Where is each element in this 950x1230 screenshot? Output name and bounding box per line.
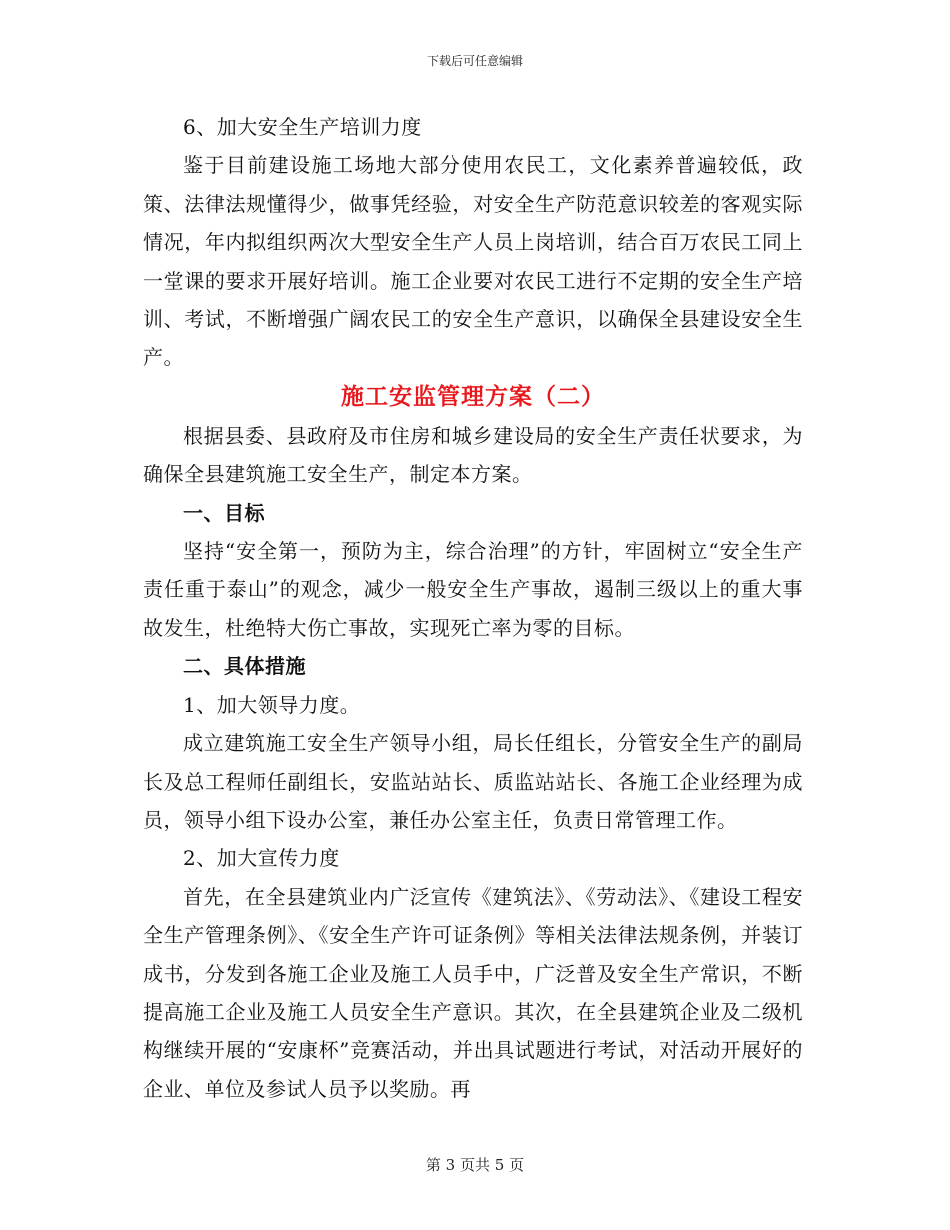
subheading-publicity: 2、加大宣传力度: [183, 846, 340, 871]
paragraph-leadership: 成立建筑施工安全生产领导小组，局长任组长，分管安全生产的副局长及总工程师任副组长，安监站站长、质监站站长、各施工企业经理为成员，领导小组下设办公室，兼任办公室主任，负责日常管理工作。: [143, 731, 803, 832]
heading-goals: 一、目标: [183, 500, 265, 525]
paragraph-goals: 坚持“安全第一，预防为主，综合治理”的方针，牢固树立“安全生产责任重于泰山”的观念，减少一般安全生产事故，遏制三级以上的重大事故发生，杜绝特大伤亡事故，实现死亡率为零的目标。: [143, 539, 803, 640]
section-title: 施工安监管理方案（二）: [341, 382, 605, 410]
paragraph-intro: 根据县委、县政府及市住房和城乡建设局的安全生产责任状要求，为确保全县建筑施工安全生产，制定本方案。: [143, 423, 803, 487]
subheading-leadership: 1、加大领导力度。: [183, 692, 361, 717]
page-footer: 第 3 页共 5 页: [425, 1156, 525, 1174]
heading-measures: 二、具体措施: [183, 654, 306, 679]
page-header: 下载后可任意编辑: [426, 54, 523, 68]
paragraph-heading-training: 6、加大安全生产培训力度: [183, 115, 422, 139]
paragraph-training-body: 鉴于目前建设施工场地大部分使用农民工，文化素养普遍较低，政策、法律法规懂得少，做事凭经验，对安全生产防范意识较差的客观实际情况，年内拟组织两次大型安全生产人员上岗培训，结合百万农民工同上一堂课的要求开展好培训。施工企业要对农民工进行不定期的安全生产培训、考试，不断增强广阔农民工的安全生产意识，以确保全县建设安全生产。: [143, 153, 803, 370]
document-body: [143, 108, 803, 1108]
paragraph-publicity: 首先，在全县建筑业内广泛宣传《建筑法》、《劳动法》、《建设工程安全生产管理条例》、《安全生产许可证条例》等相关法律法规条例，并装订成书，分发到各施工企业及施工人员手中，广泛普及安全生产常识，不断提高施工企业及施工人员安全生产意识。其次，在全县建筑企业及二级机构继续开展的“安康杯”竞赛活动，并出具试题进行考试，对活动开展好的企业、单位及参试人员予以奖励。再: [143, 884, 803, 1101]
